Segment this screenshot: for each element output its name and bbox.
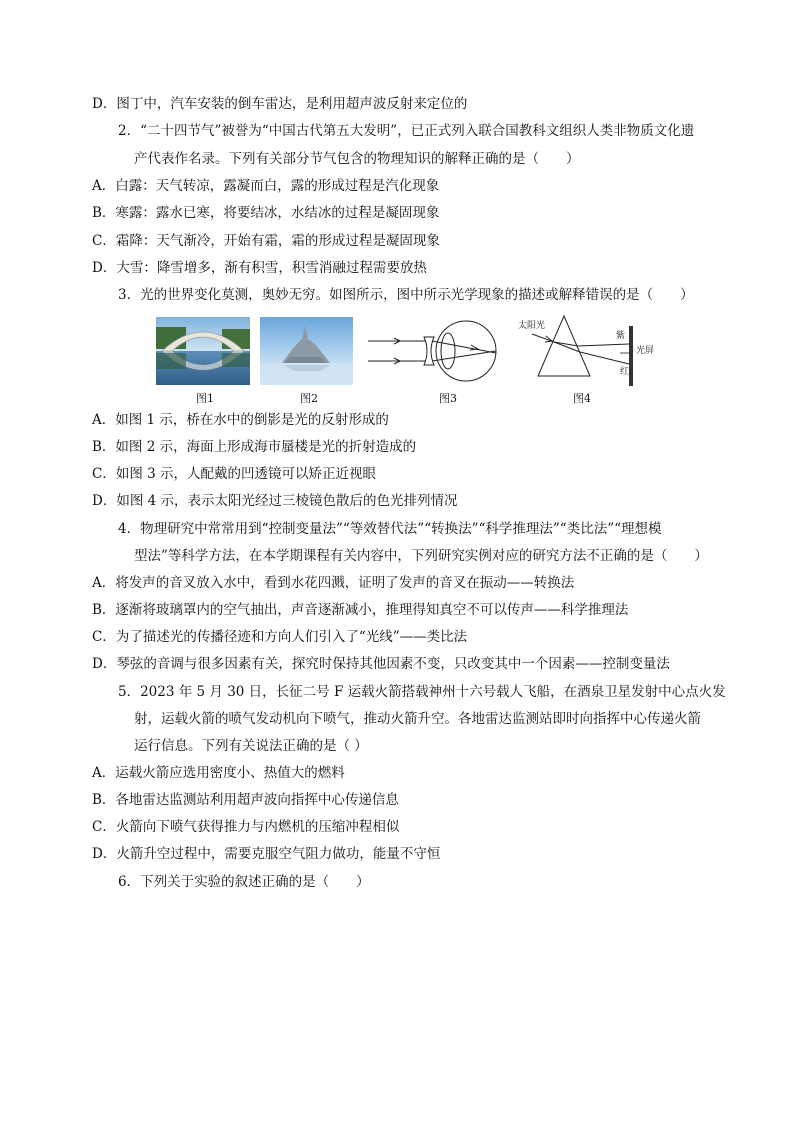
figure-4-screen-label: 光屏 bbox=[636, 346, 655, 356]
answer-option: D．如图 4 示，表示太阳光经过三棱镜色散后的色光排列情况 bbox=[92, 493, 458, 510]
figure-1-caption: 图1 bbox=[196, 392, 214, 405]
figure-1-bridge-photo bbox=[156, 317, 250, 385]
answer-option: B．各地雷达监测站利用超声波向指挥中心传递信息 bbox=[92, 792, 399, 809]
question-stem: 6．下列关于实验的叙述正确的是（ ） bbox=[118, 873, 370, 890]
answer-option: C．如图 3 示，人配戴的凹透镜可以矫正近视眼 bbox=[92, 466, 377, 483]
question-stem: 4．物理研究中常常用到“控制变量法”“等效替代法”“转换法”“科学推理法”“类比法”“理想模 bbox=[118, 520, 662, 537]
answer-option: D．大雪：降雪增多，渐有积雪，积雪消融过程需要放热 bbox=[92, 259, 427, 276]
answer-option: B．逐渐将玻璃罩内的空气抽出，声音逐渐减小，推理得知真空不可以传声——科学推理法 bbox=[92, 602, 629, 619]
question-stem: 5．2023 年 5 月 30 日，长征二号 F 运载火箭搭载神州十六号载人飞船，在酒泉卫星发射中心点火发 bbox=[118, 683, 726, 700]
question-stem: 型法”等科学方法，在本学期课程有关内容中，下列研究实例对应的研究方法不正确的是（ ） bbox=[134, 547, 708, 564]
answer-option: B．如图 2 示，海面上形成海市蜃楼是光的折射造成的 bbox=[92, 439, 417, 456]
answer-option: D．琴弦的音调与很多因素有关，探究时保持其他因素不变，只改变其中一个因素——控制变量法 bbox=[92, 656, 670, 673]
figure-3-eye-lens-diagram bbox=[368, 315, 498, 385]
figure-2-caption: 图2 bbox=[300, 392, 318, 405]
answer-option: A．白露：天气转凉，露凝而白，露的形成过程是汽化现象 bbox=[92, 177, 440, 194]
answer-option: C．霜降：天气渐冷，开始有霜，霜的形成过程是凝固现象 bbox=[92, 232, 440, 249]
answer-option: B．寒露：露水已寒，将要结冰，水结冰的过程是凝固现象 bbox=[92, 205, 440, 222]
figure-4-violet-label: 紫 bbox=[616, 331, 626, 341]
answer-option: A．运载火箭应选用密度小、热值大的燃料 bbox=[92, 764, 345, 781]
answer-option: C．火箭向下喷气获得推力与内燃机的压缩冲程相似 bbox=[92, 819, 400, 836]
answer-option: D．图丁中，汽车安装的倒车雷达，是利用超声波反射来定位的 bbox=[92, 96, 468, 112]
question-stem: 3．光的世界变化莫测，奥妙无穷。如图所示，图中所示光学现象的描述或解释错误的是（ ） bbox=[118, 287, 694, 304]
figure-4-sunlight-label: 太阳光 bbox=[518, 321, 546, 331]
question-stem: 运行信息。下列有关说法正确的是（ ） bbox=[134, 737, 368, 754]
answer-option: D．火箭升空过程中，需要克服空气阻力做功，能量不守恒 bbox=[92, 846, 441, 863]
figure-4-prism-diagram bbox=[516, 312, 666, 388]
answer-option: C．为了描述光的传播径迹和方向人们引入了“光线”——类比法 bbox=[92, 629, 468, 646]
figure-4-caption: 图4 bbox=[573, 392, 591, 405]
figure-3-caption: 图3 bbox=[439, 392, 457, 405]
answer-option: A．如图 1 示，桥在水中的倒影是光的反射形成的 bbox=[92, 412, 389, 428]
answer-option: A．将发声的音叉放入水中，看到水花四溅，证明了发声的音叉在振动——转换法 bbox=[92, 574, 575, 591]
figure-4-red-label: 红 bbox=[620, 367, 630, 377]
question-stem: 射，运载火箭的喷气发动机向下喷气，推动火箭升空。各地雷达监测站即时向指挥中心传递火箭 bbox=[134, 710, 701, 727]
question-stem: 2．“二十四节气”被誉为“中国古代第五大发明”，已正式列入联合国教科文组织人类非物质文化遗 bbox=[118, 123, 695, 140]
figure-2-mirage-photo bbox=[260, 317, 353, 385]
question-stem: 产代表作名录。下列有关部分节气包含的物理知识的解释正确的是（ ） bbox=[134, 150, 580, 167]
